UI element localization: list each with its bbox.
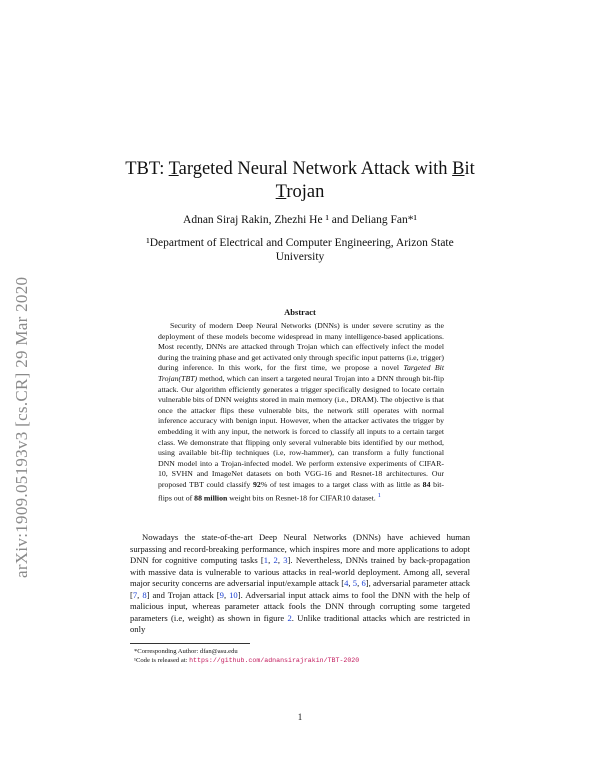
figure-link[interactable]: 2 [287, 612, 292, 623]
page-number: 1 [297, 712, 303, 722]
arxiv-identifier: arXiv:1909.05193v3 [cs.CR] 29 Mar 2020 [12, 276, 31, 578]
paper-title: TBT: Targeted Neural Network Attack with Bit Trojan [125, 159, 475, 202]
footnotes [134, 647, 464, 665]
citation-link[interactable]: 1 [263, 555, 269, 565]
footnote-divider [130, 643, 250, 644]
abstract-text: Security of modern Deep Neural Networks (DNNs) is under severe scrutiny as the deployment of these models become widespread in many intelligence-based applications. Most recently, DNNs are attacked through Trojan which can effectively infect the model during the training phase and get activated only through specific input patterns (i.e, trigger) during inference. In this work, for the first time, we propose a novel Targeted Bit Trojan(TBT) method, which can insert a targeted neural Trojan into a DNN through bit-flip attack. Our algorithm efficiently generates a trigger specifically designed to locate certain vulnerable bits of DNN weights stored in main memory (i.e., DRAM). The objective is that once the attacker flips these vulnerable bits, the network still operates with normal inference accuracy with benign input. However, when the attacker activates the trigger by embedding it with any input, the network is forced to classify all inputs to a certain target class. We demonstrate that flipping only several vulnerable bits identified by our method, using available bit-flip techniques (i.e, row-hammer), can transform a fully functional DNN model into a Trojan-infected model. We perform extensive experiments of CIFAR-10, SVHN and ImageNet datasets on both VGG-16 and Resnet-18 architectures. Our proposed TBT could classify 92% of test images to a target class with as little as 84 bit-flips out of 88 million weight bits on Resnet-18 for CIFAR10 dataset. $^1$ [158, 321, 445, 503]
introduction-paragraph: Nowadays the state-of-the-art Deep Neural Networks (DNNs) have achieved human surpassing and record-breaking performance, which inspires more and more applications to adopt DNN for cognitive computing tasks [1, 2, 3]. Nevertheless, DNNs trained by back-propagation with massive data is vulnerable to various attacks in real-world deployment. Among all, several major security concerns are adversarial input/example attack [4, 5, 6], adversarial parameter attack [7, 8] and Trojan attack [9, 10]. Adversarial input attack aims to fool the DNN with the help of malicious input, whereas parameter attack fools the DNN through corrupting some targeted parameters (i.e, weight) as shown in figure 2. Unlike traditional attacks which are restricted in only [130, 532, 471, 634]
citation-link[interactable]: 6 [361, 578, 366, 588]
citation-link[interactable]: 10 [229, 589, 238, 600]
footnote-marker[interactable]: 1 [377, 491, 381, 499]
arxiv-side-stamp [12, 198, 32, 578]
citation-link[interactable]: 5 [352, 578, 358, 588]
footnote-code-release: ¹Code is released at: https://github.com/adnansirajrakin/TBT-2020 [134, 657, 360, 664]
code-url-link[interactable]: https://github.com/adnansirajrakin/TBT-2020 [189, 657, 360, 664]
citation-link[interactable]: 8 [142, 589, 147, 600]
citation-link[interactable]: 3 [283, 555, 288, 565]
abstract-heading: Abstract [284, 307, 316, 317]
footnote-corresponding-author: *Corresponding Author: dfan@asu.edu [134, 648, 238, 655]
citation-link[interactable]: 4 [344, 578, 349, 588]
author-list: Adnan Siraj Rakin, Zhezhi He ¹ and Deliang Fan*¹ [183, 214, 417, 226]
citation-link[interactable]: 7 [132, 589, 138, 600]
citation-link[interactable]: 2 [273, 555, 278, 565]
affiliation: ¹Department of Electrical and Computer Engineering, Arizon State University [146, 237, 454, 263]
citation-link[interactable]: 9 [219, 589, 224, 600]
